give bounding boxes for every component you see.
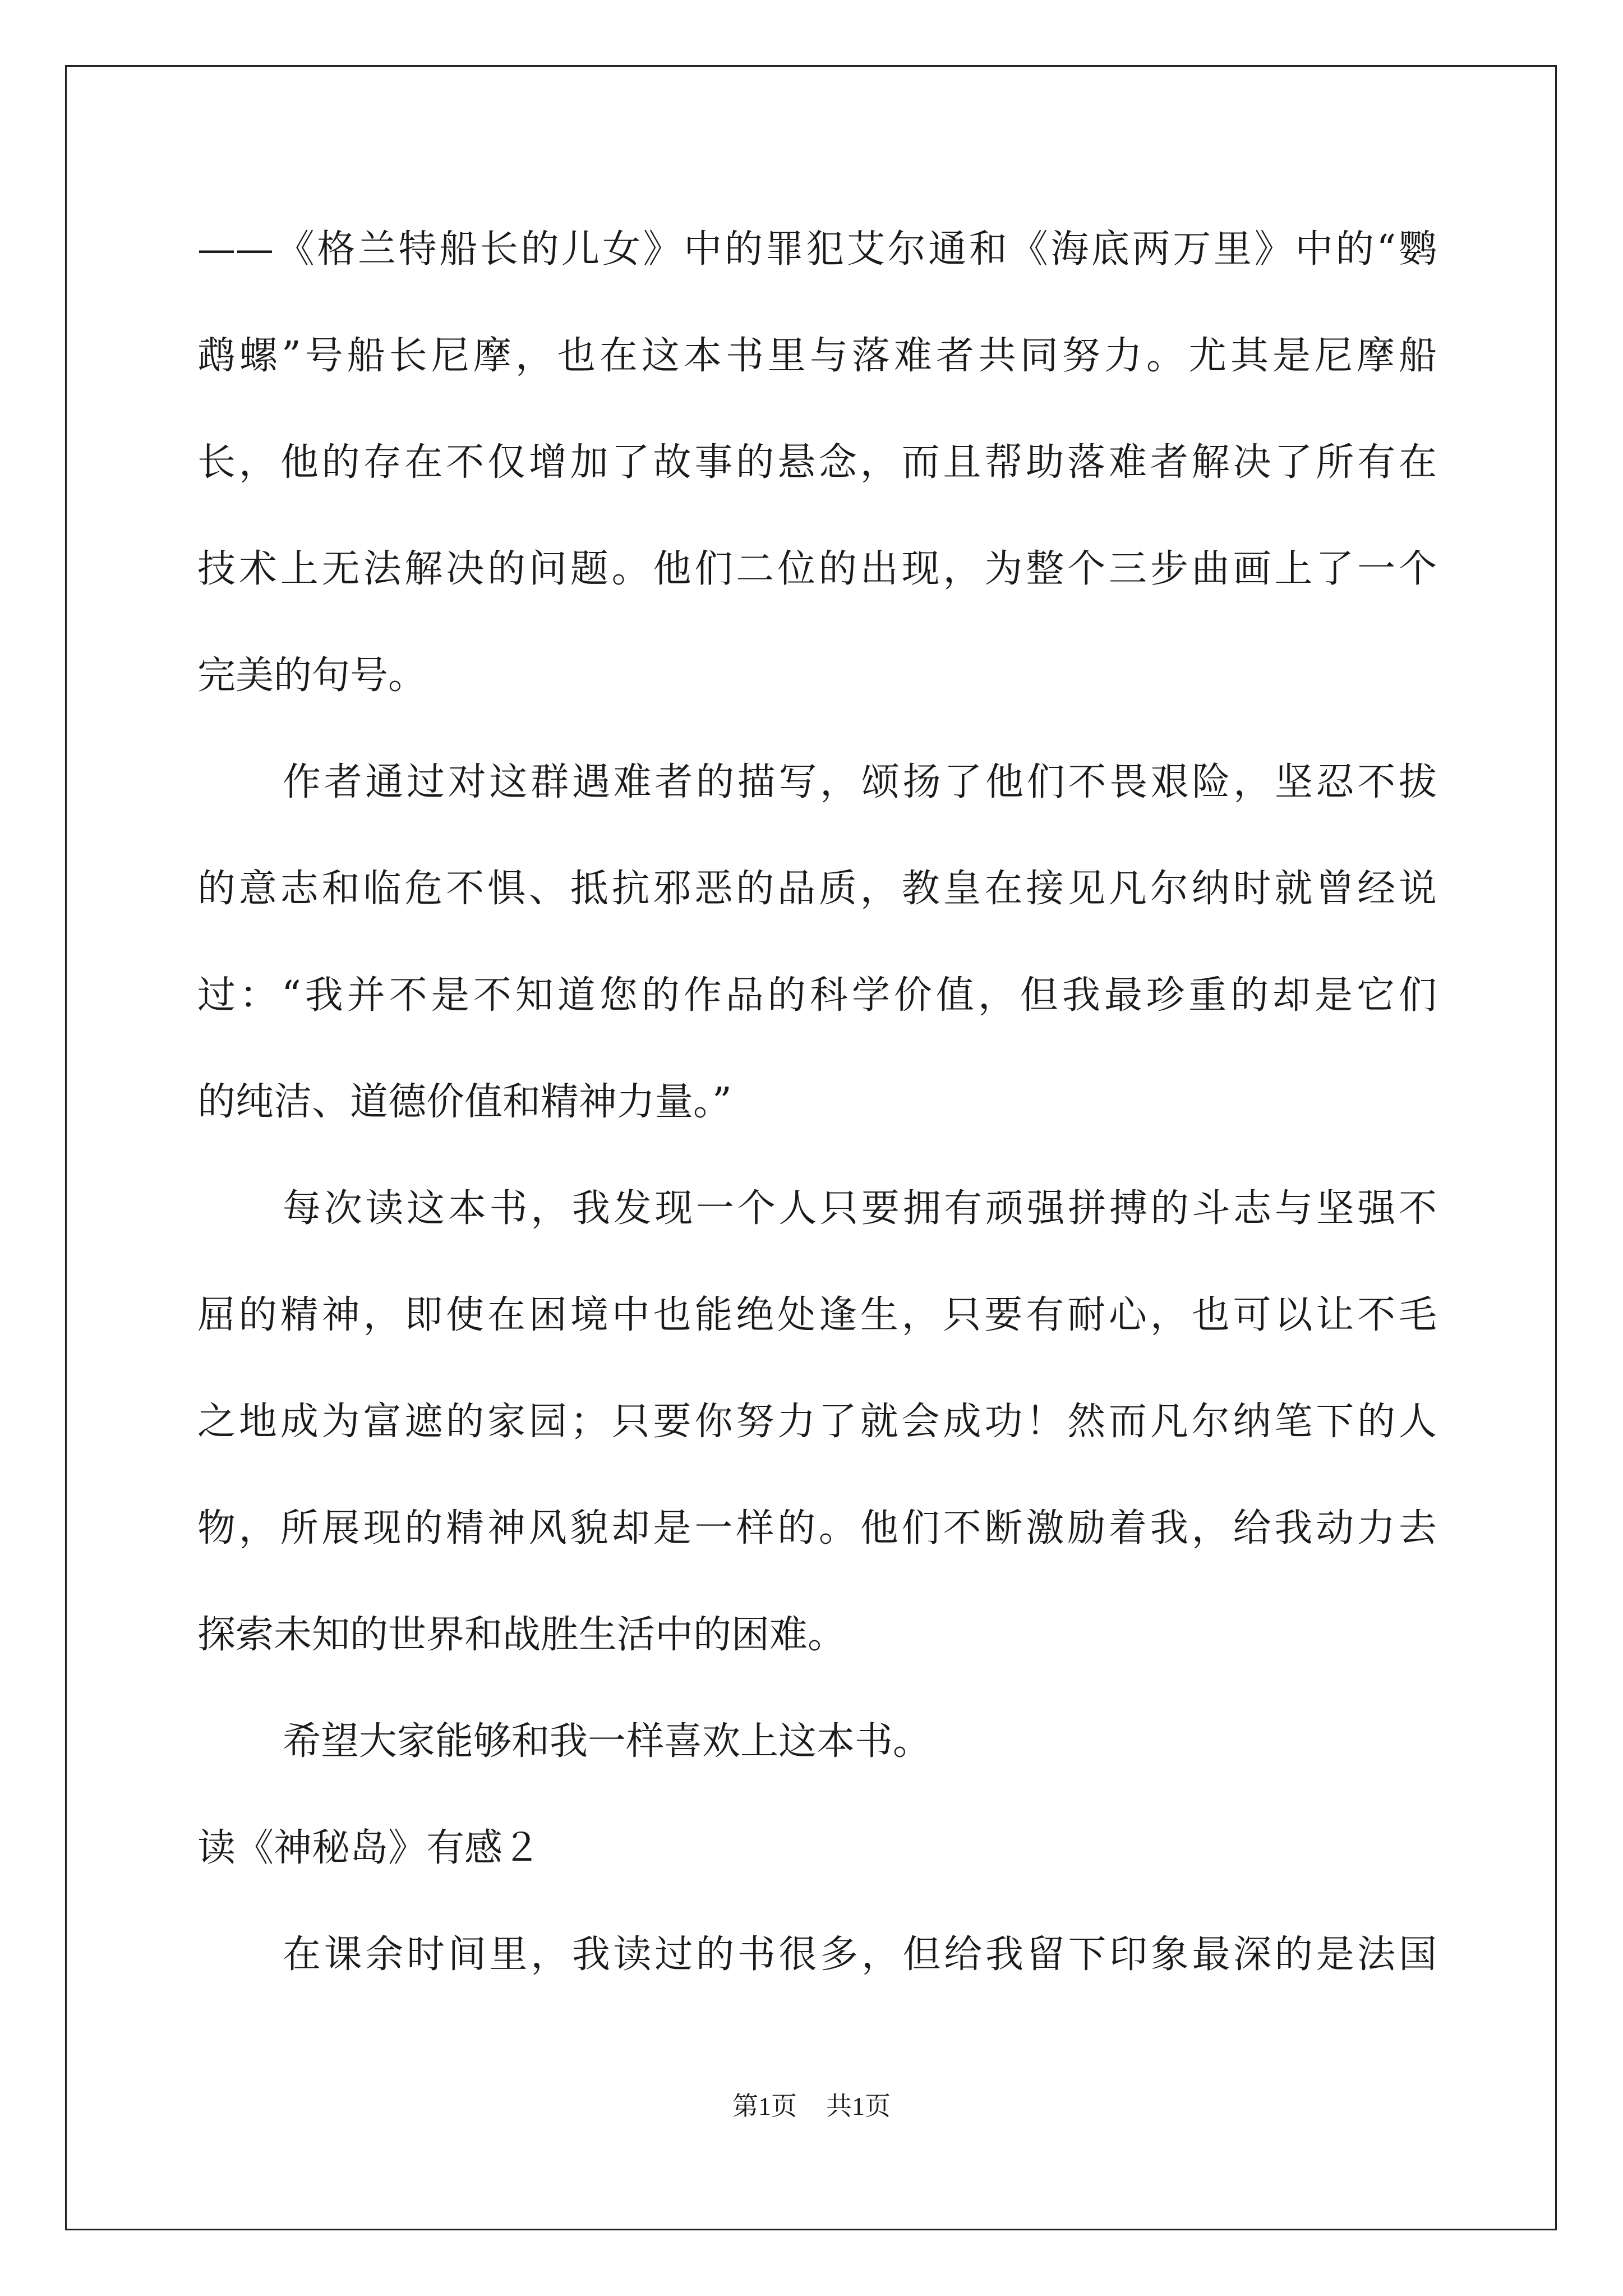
section-heading: 读《神秘岛》有感２ [197, 1826, 541, 1870]
paragraph-line: 完美的句号。 [197, 654, 427, 698]
paragraph-line: 在课余时间里，我读过的书很多，但给我留下印象最深的是法国 [283, 1932, 1437, 1977]
page-footer [0, 2090, 1623, 2123]
paragraph-line: 屈的精神，即使在困境中也能绝处逢生，只要有耐心，也可以让不毛 [197, 1293, 1437, 1337]
page-border [65, 65, 1557, 2230]
paragraph-line: 探索未知的世界和战胜生活中的困难。 [197, 1613, 846, 1657]
page-number: 第1页 [732, 2092, 797, 2120]
paragraph-line: 鹉螺”号船长尼摩，也在这本书里与落难者共同努力。尤其是尼摩船 [197, 334, 1437, 378]
paragraph-line: 物，所展现的精神风貌却是一样的。他们不断激励着我，给我动力去 [197, 1506, 1437, 1550]
paragraph-line: ——《格兰特船长的儿女》中的罪犯艾尔通和《海底两万里》中的“鹦 [197, 227, 1437, 272]
page-total: 共1页 [826, 2092, 891, 2120]
paragraph-line: 的意志和临危不惧、抵抗邪恶的品质，教皇在接见凡尔纳时就曾经说 [197, 867, 1437, 911]
paragraph-line: 长，他的存在不仅增加了故事的悬念，而且帮助落难者解决了所有在 [197, 440, 1437, 485]
paragraph-line: 过：“我并不是不知道您的作品的科学价值，但我最珍重的却是它们 [197, 973, 1437, 1018]
paragraph-line: 每次读这本书，我发现一个人只要拥有顽强拼搏的斗志与坚强不 [283, 1186, 1437, 1231]
paragraph-line: 之地成为富遮的家园；只要你努力了就会成功！然而凡尔纳笔下的人 [197, 1400, 1437, 1444]
paragraph-line: 的纯洁、道德价值和精神力量。” [197, 1080, 732, 1124]
paragraph-line: 技术上无法解决的问题。他们二位的出现，为整个三步曲画上了一个 [197, 547, 1437, 591]
paragraph-line: 作者通过对这群遇难者的描写，颂扬了他们不畏艰险，坚忍不拔 [283, 760, 1437, 804]
paragraph-line: 希望大家能够和我一样喜欢上这本书。 [283, 1719, 932, 1764]
